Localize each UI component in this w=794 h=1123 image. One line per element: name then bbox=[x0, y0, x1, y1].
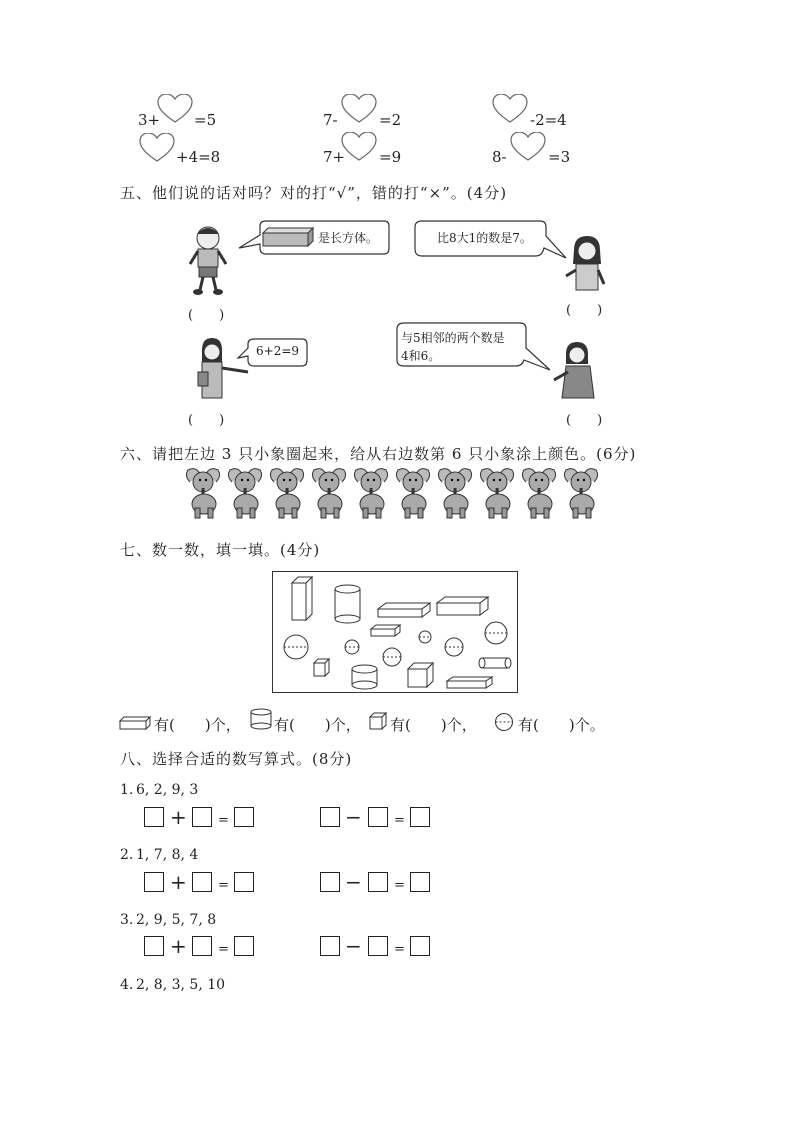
answer-box[interactable] bbox=[234, 872, 254, 892]
bubble-1-text: 是长方体。 bbox=[318, 231, 379, 245]
heart-blank-3[interactable] bbox=[492, 94, 528, 123]
bubble-4-text-a: 与5相邻的两个数是 bbox=[401, 331, 505, 345]
answer-box[interactable] bbox=[320, 872, 340, 892]
elephant-8[interactable] bbox=[476, 468, 520, 522]
plus-sign: + bbox=[170, 805, 187, 829]
heart-eq1-post: =5 bbox=[194, 111, 217, 129]
heart-blank-1[interactable] bbox=[157, 94, 193, 123]
boy-illustration bbox=[186, 224, 230, 296]
flat-cuboid-shape-4 bbox=[447, 677, 492, 688]
plus-sign: + bbox=[170, 870, 187, 894]
item2-numbers: 1, 7, 8, 4 bbox=[136, 847, 199, 863]
heart-eq1-pre: 3+ bbox=[138, 111, 161, 129]
answer-paren-2[interactable]: ( ) bbox=[566, 303, 603, 318]
cuboid-icon bbox=[262, 227, 314, 247]
cylinder-shape-1 bbox=[335, 585, 360, 623]
item4-numbers: 2, 8, 3, 5, 10 bbox=[136, 977, 226, 993]
answer-paren-1[interactable]: ( ) bbox=[188, 308, 225, 323]
bubble-3-text: 6+2=9 bbox=[256, 344, 300, 358]
sphere-shape-5 bbox=[445, 638, 463, 656]
elephant-7[interactable] bbox=[434, 468, 478, 522]
cube-shape-2 bbox=[408, 663, 433, 687]
answer-box[interactable] bbox=[234, 936, 254, 956]
section5-title: 五、他们说的话对吗？对的打“√”，错的打“×”。(4分) bbox=[120, 184, 508, 202]
elephant-4[interactable] bbox=[308, 468, 352, 522]
heart-eq4-post: +4=8 bbox=[176, 148, 221, 166]
item2-label: 2. bbox=[120, 847, 134, 863]
cylinder-icon-small bbox=[250, 708, 272, 730]
section8-title: 八、选择合适的数写算式。(8分) bbox=[120, 750, 353, 768]
answer-box[interactable] bbox=[192, 807, 212, 827]
elephant-5[interactable] bbox=[350, 468, 394, 522]
answer-box[interactable] bbox=[144, 872, 164, 892]
heart-eq5-pre: 7+ bbox=[323, 148, 346, 166]
heart-eq2-pre: 7- bbox=[323, 111, 338, 129]
plus-sign: + bbox=[170, 934, 187, 958]
answer-box[interactable] bbox=[192, 872, 212, 892]
answer-paren-3[interactable]: ( ) bbox=[188, 413, 225, 428]
answer-box[interactable] bbox=[368, 872, 388, 892]
flat-cuboid-shape-1 bbox=[378, 603, 430, 617]
item3-label: 3. bbox=[120, 912, 134, 928]
heart-eq3-post: -2=4 bbox=[530, 111, 567, 129]
sphere-shape-4 bbox=[383, 648, 401, 666]
fill-cuboid-text: 有( )个， bbox=[154, 716, 241, 734]
heart-eq6-pre: 8- bbox=[492, 148, 507, 166]
answer-box[interactable] bbox=[234, 807, 254, 827]
section6-title: 六、请把左边 3 只小象圈起来，给从右边数第 6 只小象涂上颜色。(6分) bbox=[120, 445, 637, 463]
answer-box[interactable] bbox=[368, 936, 388, 956]
sphere-shape-3 bbox=[419, 631, 431, 643]
fill-cube-text: 有( )个， bbox=[390, 716, 477, 734]
item4-label: 4. bbox=[120, 977, 134, 993]
minus-sign: − bbox=[345, 805, 362, 829]
answer-box[interactable] bbox=[410, 807, 430, 827]
elephant-10[interactable] bbox=[560, 468, 604, 522]
equals-sign: = bbox=[394, 942, 405, 957]
answer-box[interactable] bbox=[368, 807, 388, 827]
shapes-box bbox=[272, 571, 518, 693]
bubble-2-text: 比8大1的数是7。 bbox=[437, 231, 532, 245]
flat-cuboid-shape-3 bbox=[371, 625, 400, 636]
section7-title: 七、数一数，填一填。(4分) bbox=[120, 541, 321, 559]
equals-sign: = bbox=[218, 942, 229, 957]
sphere-shape-1 bbox=[284, 635, 308, 659]
heart-blank-2[interactable] bbox=[341, 94, 377, 123]
elephant-2[interactable] bbox=[224, 468, 268, 522]
elephant-9[interactable] bbox=[518, 468, 562, 522]
tall-cuboid-shape bbox=[292, 577, 312, 620]
elephant-6[interactable] bbox=[392, 468, 436, 522]
elephant-3[interactable] bbox=[266, 468, 310, 522]
heart-blank-5[interactable] bbox=[341, 132, 377, 161]
sphere-shape-6 bbox=[485, 622, 507, 644]
answer-box[interactable] bbox=[144, 936, 164, 956]
heart-blank-6[interactable] bbox=[510, 132, 546, 161]
girl-illustration-1 bbox=[564, 236, 610, 298]
item1-label: 1. bbox=[120, 782, 134, 798]
equals-sign: = bbox=[394, 813, 405, 828]
sphere-icon-small bbox=[494, 712, 514, 732]
heart-eq5-post: =9 bbox=[379, 148, 402, 166]
fill-sphere-text: 有( )个。 bbox=[518, 716, 605, 734]
answer-box[interactable] bbox=[410, 872, 430, 892]
answer-box[interactable] bbox=[192, 936, 212, 956]
minus-sign: − bbox=[345, 870, 362, 894]
answer-paren-4[interactable]: ( ) bbox=[566, 413, 603, 428]
cylinder-shape-2 bbox=[352, 665, 377, 689]
bubble-4-text-b: 4和6。 bbox=[401, 349, 441, 363]
equals-sign: = bbox=[218, 813, 229, 828]
heart-eq6-post: =3 bbox=[548, 148, 571, 166]
heart-blank-4[interactable] bbox=[139, 133, 175, 162]
fill-cylinder-text: 有( )个， bbox=[274, 716, 361, 734]
answer-box[interactable] bbox=[144, 807, 164, 827]
item1-numbers: 6, 2, 9, 3 bbox=[136, 782, 199, 798]
answer-box[interactable] bbox=[410, 936, 430, 956]
elephant-row bbox=[182, 468, 612, 522]
equals-sign: = bbox=[394, 878, 405, 893]
cuboid-icon-small bbox=[119, 716, 151, 730]
cube-shape-1 bbox=[314, 659, 329, 676]
item3-numbers: 2, 9, 5, 7, 8 bbox=[136, 912, 217, 928]
answer-box[interactable] bbox=[320, 807, 340, 827]
woman-illustration-2 bbox=[552, 342, 602, 400]
equals-sign: = bbox=[218, 878, 229, 893]
sphere-shape-2 bbox=[345, 640, 359, 654]
cube-icon-small bbox=[369, 712, 387, 730]
elephant-1[interactable] bbox=[182, 468, 226, 522]
answer-box[interactable] bbox=[320, 936, 340, 956]
heart-eq2-post: =2 bbox=[379, 111, 402, 129]
flat-cuboid-shape-2 bbox=[437, 597, 488, 615]
minus-sign: − bbox=[345, 934, 362, 958]
cylinder-shape-3 bbox=[479, 658, 511, 668]
